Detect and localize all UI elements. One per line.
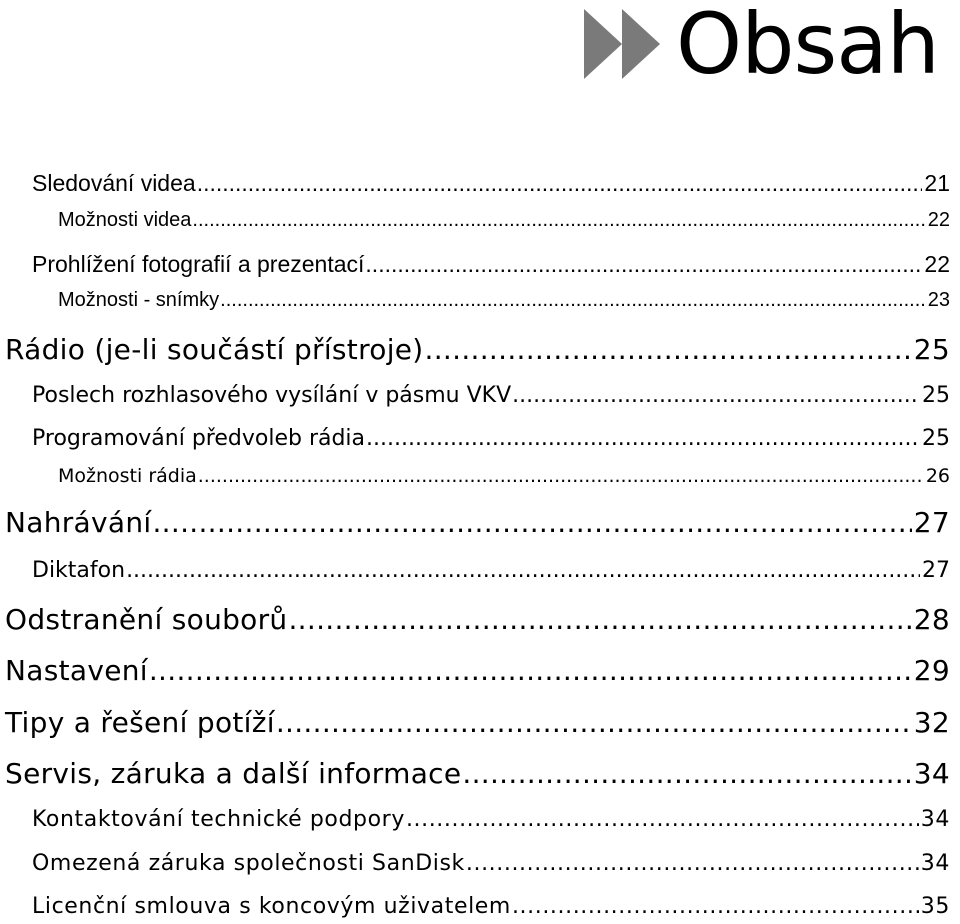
toc-entry-page: 21 [924,170,950,196]
toc-entry-label: Odstranění souborů [5,603,288,636]
toc-entry-page: 34 [920,807,950,832]
toc-entry-label: Kontaktování technické podpory [32,807,405,832]
toc-entry[interactable] [5,603,950,636]
toc-entry[interactable] [5,506,950,539]
toc-entry-page: 29 [913,654,950,687]
toc-entry[interactable] [32,558,950,583]
toc-entry-page: 25 [922,426,950,451]
toc-leader [126,558,920,583]
toc-entry[interactable] [32,383,950,408]
toc-entry-label: Servis, záruka a další informace [5,757,462,790]
toc-entry-label: Tipy a řešení potíží [5,706,275,739]
toc-entry[interactable] [32,426,950,451]
toc-entry-page: 34 [920,851,950,876]
toc-entry[interactable] [32,851,950,876]
toc-leader [512,894,919,919]
toc-leader [197,170,923,197]
toc-entry-page: 23 [927,289,950,311]
toc-entry-page: 25 [913,333,950,366]
toc-leader [365,251,922,278]
toc-entry[interactable] [5,654,950,687]
toc-leader [192,209,925,232]
toc-leader [512,383,920,408]
toc-entry-label: Možnosti - snímky [58,289,220,311]
toc-leader [462,757,911,790]
toc-leader [425,333,912,366]
toc-leader [366,426,920,451]
toc-entry-page: 26 [925,465,950,487]
toc-entry-page: 27 [913,506,950,539]
toc-entry-label: Rádio (je-li součástí přístroje) [5,333,424,366]
toc-entry[interactable] [32,170,950,197]
toc-entry-label: Možnosti videa [58,209,192,231]
toc-entry-label: Možnosti rádia [58,465,197,487]
toc-entry-page: 34 [913,757,950,790]
toc-leader [466,851,919,876]
toc-entry-page: 28 [913,603,950,636]
page-header [584,0,960,93]
toc-leader [406,807,919,832]
toc-entry-label: Omezená záruka společnosti SanDisk [32,851,465,876]
toc-entry[interactable] [58,289,950,312]
toc-entry-page: 22 [927,209,950,231]
toc-entry-label: Licenční smlouva s koncovým uživatelem [32,894,511,919]
page-title: Obsah [676,0,939,93]
toc-entry-label: Diktafon [32,558,126,583]
toc-entry-label: Sledování videa [32,170,196,196]
toc-leader [288,603,911,636]
toc-entry-label: Nastavení [5,654,148,687]
toc-leader [198,465,924,487]
toc-entry[interactable] [32,894,950,919]
toc-entry[interactable] [58,465,950,487]
toc-entry-page: 27 [922,558,950,583]
toc-entry[interactable] [32,807,950,832]
toc-entry[interactable] [32,251,950,278]
toc-leader [276,706,912,739]
toc-entry[interactable] [5,706,950,739]
toc-entry-page: 25 [922,383,950,408]
toc-entry[interactable] [5,757,950,790]
toc-entry-page: 35 [920,894,950,919]
toc-leader [220,289,926,312]
toc-entry[interactable] [5,333,950,366]
toc-entry-page: 32 [913,706,950,739]
toc-entry-label: Prohlížení fotografií a prezentací [32,251,365,277]
toc-leader [149,654,912,687]
toc-entry-label: Nahrávání [5,506,152,539]
toc-entry-label: Programování předvoleb rádia [32,426,366,451]
double-chevron-right-icon [584,9,670,79]
toc-entry-label: Poslech rozhlasového vysílání v pásmu VKV [32,383,512,408]
toc-entry[interactable] [58,209,950,232]
toc-entry-page: 22 [924,251,950,277]
toc-leader [152,506,911,539]
